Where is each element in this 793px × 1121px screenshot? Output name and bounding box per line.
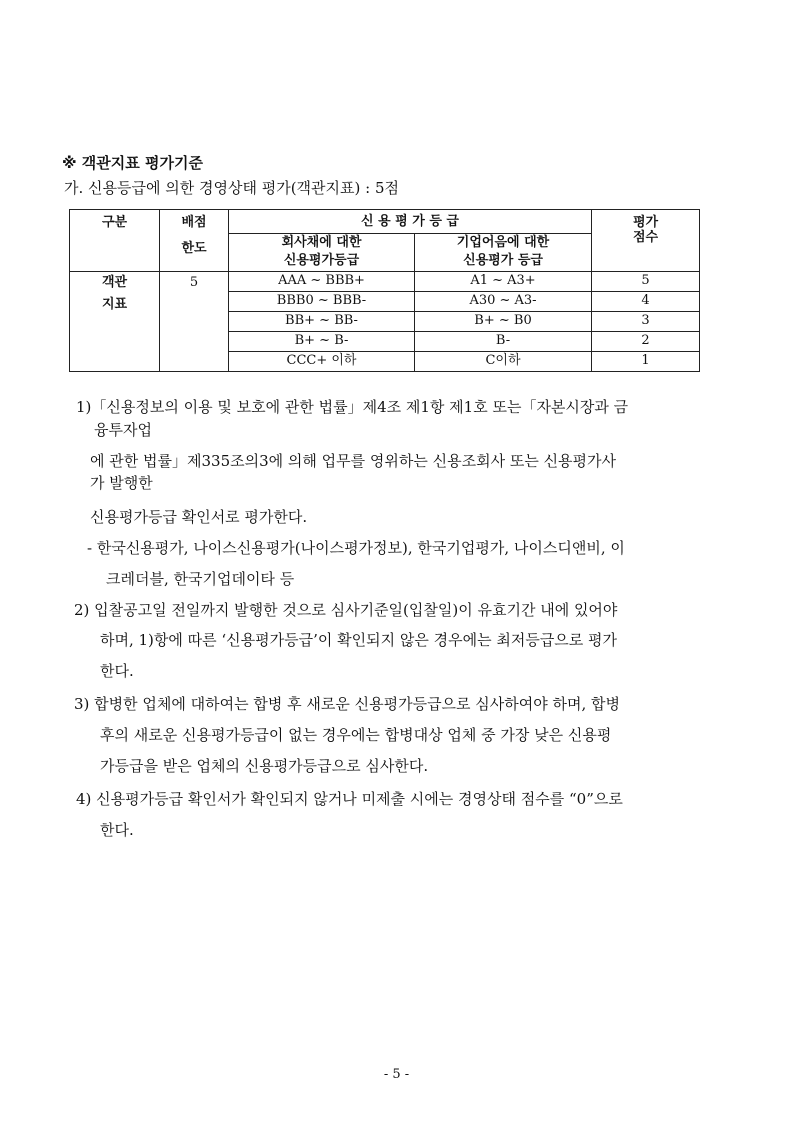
note-line: 4) 신용평가등급 확인서가 확인되지 않거나 미제출 시에는 경영상태 점수를 “0”으로 [76, 790, 623, 808]
limit-cell: 5 [160, 272, 229, 372]
header-grade-group: 신 용 평 가 등 급 [229, 210, 592, 234]
section-subheading: 가. 신용등급에 의한 경영상태 평가(객관지표) : 5점 [64, 179, 399, 197]
section-heading: ※ 객관지표 평가기준 [62, 154, 203, 172]
bill-grade-cell: B- [415, 332, 592, 352]
header-bill-grade: 기업어음에 대한 신용평가 등급 [415, 234, 592, 272]
score-cell: 3 [592, 312, 700, 332]
bond-grade-cell: AAA ~ BBB+ [229, 272, 415, 292]
note-line: 에 관한 법률」제335조의3에 의해 업무를 영위하는 신용조회사 또는 신용평가사 [90, 452, 617, 470]
note-line: 3) 합병한 업체에 대하여는 합병 후 새로운 신용평가등급으로 심사하여야 하며, 합병 [74, 695, 621, 713]
page-number: - 5 - [383, 1067, 410, 1082]
note-line: 가등급을 받은 업체의 신용평가등급으로 심사한다. [100, 757, 429, 775]
header-score: 평가 점수 [592, 210, 700, 272]
score-cell: 2 [592, 332, 700, 352]
score-cell: 1 [592, 352, 700, 372]
bond-grade-cell: CCC+ 이하 [229, 352, 415, 372]
note-line: 한다. [100, 821, 134, 839]
bond-grade-cell: B+ ~ B- [229, 332, 415, 352]
note-line: 융투자업 [94, 421, 152, 439]
bond-grade-cell: BBB0 ~ BBB- [229, 292, 415, 312]
category-cell: 객관 지표 [70, 272, 160, 372]
score-cell: 5 [592, 272, 700, 292]
credit-grade-table [69, 209, 700, 372]
bill-grade-cell: A1 ~ A3+ [415, 272, 592, 292]
header-limit: 배점 한도 [160, 210, 229, 272]
note-line: 하며, 1)항에 따른 ‘신용평가등급’이 확인되지 않은 경우에는 최저등급으로 평가 [100, 631, 618, 649]
note-line: 신용평가등급 확인서로 평가한다. [90, 508, 308, 526]
note-line: - 한국신용평가, 나이스신용평가(나이스평가정보), 한국기업평가, 나이스디앤비, 이 [87, 539, 625, 557]
bill-grade-cell: B+ ~ B0 [415, 312, 592, 332]
note-line: 2) 입찰공고일 전일까지 발행한 것으로 심사기준일(입찰일)이 유효기간 내에 있어야 [74, 601, 618, 619]
score-cell: 4 [592, 292, 700, 312]
header-category: 구분 [70, 210, 160, 272]
header-bond-grade: 회사채에 대한 신용평가등급 [229, 234, 415, 272]
note-line: 후의 새로운 신용평가등급이 없는 경우에는 합병대상 업체 중 가장 낮은 신용평 [100, 726, 612, 744]
note-line: 가 발행한 [90, 474, 153, 492]
note-line: 크레더블, 한국기업데이타 등 [106, 570, 295, 588]
note-line: 한다. [100, 662, 134, 680]
bill-grade-cell: C이하 [415, 352, 592, 372]
bill-grade-cell: A30 ~ A3- [415, 292, 592, 312]
bond-grade-cell: BB+ ~ BB- [229, 312, 415, 332]
note-line: 1)「신용정보의 이용 및 보호에 관한 법률」제4조 제1항 제1호 또는「자본시장과 금 [76, 398, 629, 416]
